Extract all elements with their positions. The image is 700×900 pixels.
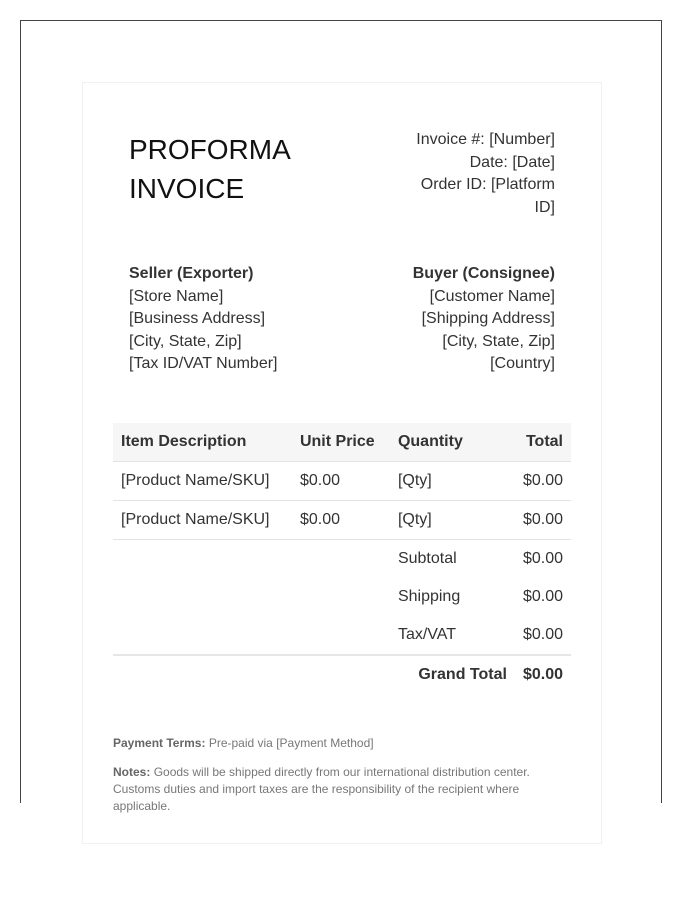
buyer-city: [City, State, Zip] xyxy=(442,332,555,350)
document-viewer[interactable] xyxy=(20,20,662,813)
buyer-address: [Shipping Address] xyxy=(421,310,555,327)
payment-terms-label: Payment Terms: xyxy=(113,736,206,750)
item-description: [Product Name/SKU] xyxy=(113,462,292,501)
buyer-name: [Customer Name] xyxy=(429,287,555,305)
payment-terms-text: Pre-paid via [Payment Method] xyxy=(208,736,374,750)
invoice-date: Date: [Date] xyxy=(469,153,555,171)
order-id-line1: Order ID: [Platform xyxy=(420,176,555,193)
tax-value: $0.00 xyxy=(522,626,563,643)
subtotal-row xyxy=(113,540,571,579)
buyer-heading: Buyer (Consignee) xyxy=(412,265,555,282)
seller-city: [City, State, Zip] xyxy=(129,332,242,350)
grand-total-label: Grand Total xyxy=(390,655,515,694)
seller-block xyxy=(129,263,329,376)
grand-total-row xyxy=(113,655,571,694)
payment-terms xyxy=(113,735,543,752)
tax-label: Tax/VAT xyxy=(397,626,457,643)
invoice-title-line2: INVOICE xyxy=(129,173,245,204)
seller-heading: Seller (Exporter) xyxy=(129,265,254,282)
invoice-page xyxy=(82,82,602,844)
notes xyxy=(113,764,543,815)
header-unit-price: Unit Price xyxy=(292,423,390,462)
order-id-line2: ID] xyxy=(534,198,555,216)
buyer-country: [Country] xyxy=(490,355,555,372)
buyer-block xyxy=(355,263,555,376)
invoice-meta xyxy=(385,129,555,219)
item-total: $0.00 xyxy=(515,501,571,540)
item-unit-price: $0.00 xyxy=(292,501,390,540)
header-item-description: Item Description xyxy=(113,423,292,462)
subtotal-label: Subtotal xyxy=(397,550,457,567)
header-total: Total xyxy=(515,423,571,462)
notes-label: Notes: xyxy=(113,765,151,779)
shipping-row xyxy=(113,578,571,616)
invoice-title xyxy=(129,130,329,208)
shipping-value: $0.00 xyxy=(522,588,563,605)
table-header-row xyxy=(113,423,571,462)
tax-row xyxy=(113,616,571,655)
item-description: [Product Name/SKU] xyxy=(113,501,292,540)
notes-text: Goods will be shipped directly from our international distribution center. Customs duties and import taxes are the responsibility of the recipient where applicable. xyxy=(113,765,530,813)
invoice-title-line1: PROFORMA xyxy=(129,134,291,165)
header-quantity: Quantity xyxy=(390,423,515,462)
seller-store-name: [Store Name] xyxy=(129,287,224,305)
line-items-table xyxy=(113,423,571,694)
table-row xyxy=(113,501,571,540)
seller-tax-id: [Tax ID/VAT Number] xyxy=(129,355,278,372)
shipping-label: Shipping xyxy=(397,588,461,605)
item-unit-price: $0.00 xyxy=(292,462,390,501)
item-quantity: [Qty] xyxy=(390,462,515,501)
invoice-number: Invoice #: [Number] xyxy=(416,131,555,148)
item-quantity: [Qty] xyxy=(390,501,515,540)
seller-address: [Business Address] xyxy=(129,310,266,327)
item-total: $0.00 xyxy=(515,462,571,501)
subtotal-value: $0.00 xyxy=(522,550,563,567)
grand-total-value: $0.00 xyxy=(515,655,571,694)
table-row xyxy=(113,462,571,501)
